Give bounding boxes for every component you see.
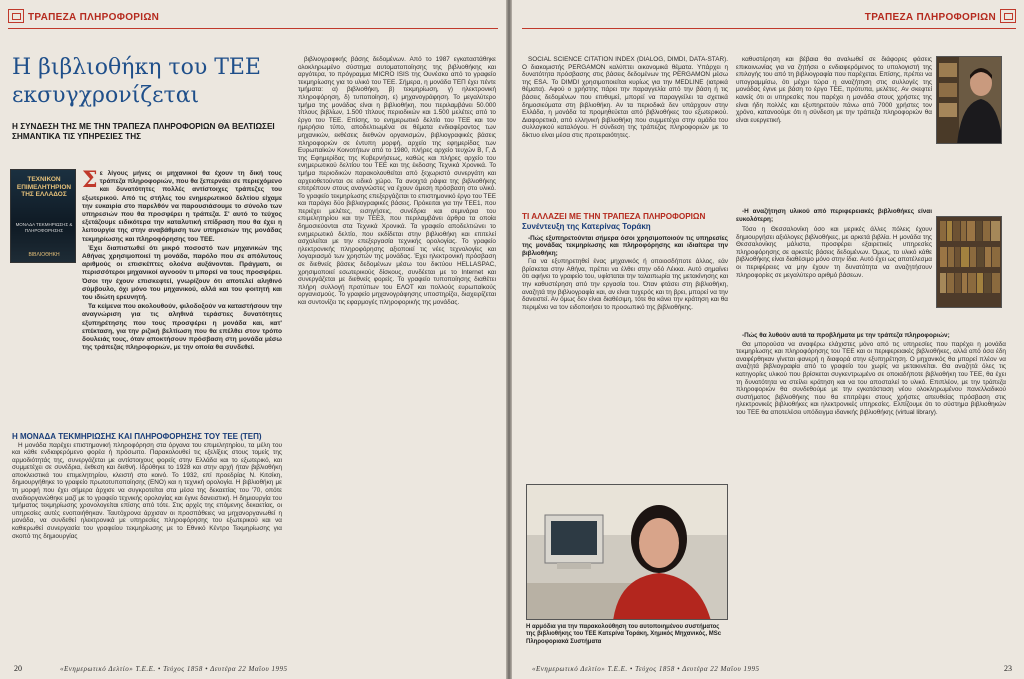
section-1-text: Η μονάδα παρέχει επιστημονική πληροφόρηση στα όργανα του επιμελητηρίου, τα μέλη του και κάθε ενδιαφερόμενο φορέα ή πρόσωπο. Παρακολουθεί τις εξελίξεις στους τομείς της αρμοδιότητάς της, συνεργάζεται με αντίστοιχους φορείς στην Ελλάδα και το εξωτερικό, και συμμετέχει σε συνέδρια, έκθεση και διεθνή. Ιδρύθηκε το 1928 και στην αρχή ήταν βιβλιοθήκη αποκλειστικά του επιμελητηρίου, κλειστή στο κοινό. Το 1932, επί προεδρίας Ν. Κιτσίκη, δημιουργήθηκε το γραφείο πρωτοτυποποίησης (ΕΝΟ) και η τεχνική ορολογία. Η βιβλιοθήκη με τη μορφή που έχει σήμερα άρχισε να συγκροτείται στα μέσα της δεκαετίας του '70, οπότε αναδιοργανώθηκε μαζί με το γραφείο τεχνικής ορολογίας και έγινε δανειστική. Η δημιουργία του τμήματος τεκμηρίωσης χρονολογείται επίσης από τότε. Στις αρχές της επόμενης δεκαετίας, οι υπηρεσίες αυτές ενοποιήθηκαν. Ταυτόχρονα άρχισαν οι προσπάθειες να μηχανοργανωθεί η μονάδα, να συνδεθεί ηλεκτρονικά με υπηρεσίες πληροφόρησης του εξωτερικού και να καθιερωθεί συνεργασία του γραφείου τεκμηρίωσης με το Εθνικό Κέντρο Τεκμηρίωσης για σκοπό της δημιουργίας <box>12 441 282 540</box>
intro-paragraph-3: Τα κείμενα που ακολουθούν, φιλοδοξούν να καταστήσουν την αναγνώριση για τις αληθινά τεράστιες δυνατότητες εξυπηρέτησης που τους προσφέρει η μονάδα και, κατ' επέκταση, για την ριζική βελτίωση που θα επέλθει στον τρόπο δουλειάς τους, όταν αποκτήσουν πρόσβαση στη μονάδα μέσω της τράπεζας πληροφοριών, με την οποία θα συνδεθεί. <box>82 303 282 352</box>
article-subtitle: Η ΣΥΝΔΕΣΗ ΤΗΣ ΜΕ ΤΗΝ ΤΡΑΠΕΖΑ ΠΛΗΡΟΦΟΡΙΩΝ ΘΑ ΒΕΛΤΙΩΣΕΙ ΣΗΜΑΝΤΙΚΑ ΤΙΣ ΥΠΗΡΕΣΙΕΣ ΤΗΣ <box>12 122 275 141</box>
intro-paragraph-1: ε λίγους μήνες οι μηχανικοί θα έχουν τη δική τους τράπεζα πληροφοριών, που θα ξεπερνάει σε περιεχόμενο και δυνατότητες πολλές αντίστοιχες τράπεζες του εξωτερικού. Από τις στήλες του ενημερωτικού δελτίου είχαμε την ευκαιρία στο παρελθόν να παρουσιάσουμε το σύνολο των υπηρεσιών που θα προσφέρει η τράπεζα. Σ' αυτό το τεύχος εξετάζουμε ειδικότερα την καταλυτική επίδραση που θα έχει η λειτουργία της στην αναβάθμιση των υπηρεσιών της μονάδας τεκμηρίωσης και πληροφόρησης του ΤΕΕ. <box>82 170 282 243</box>
book-cover-title: ΤΕΧΝΙΚΟΝ ΕΠΙΜΕΛΗΤΗΡΙΟΝ ΤΗΣ ΕΛΛΑΔΟΣ <box>16 176 72 198</box>
page-number-right: 23 <box>1004 664 1012 673</box>
section-heading-unit: Η ΜΟΝΑΔΑ ΤΕΚΜΗΡΙΩΣΗΣ ΚΑΙ ΠΛΗΡΟΦΟΡΗΣΗΣ ΤΟΥ ΤΕΕ (ΤΕΠ) <box>12 432 262 441</box>
drop-cap: Σ <box>82 167 98 193</box>
right-column-2-text: καθυστέρηση και βέβαια θα αναλωθεί σε διάφορες φάσεις επικοινωνίας για να ζητήσει ο ενδιαφερόμενος το υπολογιστή της επιλογής του από τη βιβλιογραφία που παρέχεται. Επίσης, πρέπει να υπογραμμίσω, ότι μέχρι τώρα η αναζήτηση στις συλλογές της μονάδας έγινε με βάση το έργο ΤΕΕ, πρότυπα, μελέτες. Αν σκεφτεί κανείς ότι οι υπηρεσίες που παρέχει η μονάδα στους χρήστες της είναι ήδη πολλές και εξυπηρετούν πάνω από 7000 χρήστες τον χρόνο, κατανοούμε ότι η σύνδεση με την τράπεζα πληροφοριών θα είναι ευεργετική. <box>736 56 932 124</box>
page-number-left: 20 <box>14 664 22 673</box>
photo-caption: Η αρμόδια για την παρακολούθηση του αυτοποιημένου συστήματος της βιβλιοθήκης του ΤΕΕ Κατερίνα Τοράκη, Χημικός Μηχανικός, MSc Πληροφοριακά Συστήματα <box>526 624 722 645</box>
interviewee-photo <box>526 484 728 620</box>
question-2-block <box>736 208 932 224</box>
interview-question-3: -Πώς θα λυθούν αυτά τα προβλήματα με την τράπεζα πληροφοριών; <box>742 332 950 339</box>
interview-block <box>522 212 728 480</box>
right-page <box>512 0 1024 679</box>
interview-heading: ΤΙ ΑΛΛΑΖΕΙ ΜΕ ΤΗΝ ΤΡΑΠΕΖΑ ΠΛΗΡΟΦΟΡΙΩΝ <box>522 212 706 221</box>
right-column-2-lower <box>736 332 1006 652</box>
left-page <box>0 0 506 679</box>
intro-text <box>82 167 282 352</box>
right-column-1-text: SOCIAL SCIENCE CITATION INDEX (DIALOG, DIMDI, DATA-STAR). Ο διακομιστής PERGAMON καλύπτει οικονομικά θέματα. Υπάρχει η δυνατότητα πρόσβασης στις βάσεις δεδομένων της PERGAMON μέσω της ESA. Το DIMDI χρησιμοποιείται κυρίως για την MEDLINE (ιατρικά θέματα). Αφού ο χρήστης πάρει την παραγγελία από την βάση ή τις βάσεις δεδομένων που επιθυμεί, μπορεί να παραγγείλει τα σχετικά δημοσιεύματα στη βιβλιοθήκη. Αν τα περιοδικά δεν υπάρχουν στην Ελλάδα, η μονάδα τα προμηθεύεται από βιβλιοθήκες του εξωτερικού. Διαφορετικά, από ελληνική βιβλιοθήκη που συμμετέχει στην ομάδα του συλλογικού καταλόγου. Η σύνδεση της τράπεζας πληροφοριών με το δίκτυο είναι μέσα στις προτεραιότητες. <box>522 56 728 139</box>
section-header-right: ΤΡΑΠΕΖΑ ΠΛΗΡΟΦΟΡΙΩΝ <box>864 12 996 23</box>
interview-answer-1: Για να εξυπηρετηθεί ένας μηχανικός ή οποιοσδήποτε άλλος, εάν βρίσκεται στην Αθήνα, πρέπει να έλθει στην οδό Λέκκα. Αυτό σημαίνει ότι αφήνει το γραφείο του, υφίσταται την ταλαιπωρία της μετακίνησης και την καθυστέρηση από την εργασία του. Όταν φτάσει στη βιβλιοθήκη, αναζητά την βιβλιογραφία και, αν είναι τυχερός και τη βρει, μπορεί να την δανειστεί. Αν όμως δεν είναι διαθέσιμη, τότε θα κάνει την κράτηση και θα περιμένει να τον ειδοποιήσει το προσωπικό της βιβλιοθήκης. <box>522 258 728 311</box>
man-at-bookshelf-photo <box>936 56 1002 144</box>
bank-logo-icon <box>8 9 24 23</box>
interview-answer-2: Τόσο η Θεσσαλονίκη όσο και μερικές άλλες πόλεις έχουν δημιουργήσει αξιόλογες βιβλιοθήκες, με αρκετά βιβλία. Η μονάδα της Θεσσαλονίκης μάλιστα, προσφέρει εξαιρετικές υπηρεσίες πληροφόρησης σε αρκετές βάσεις δεδομένων. Όμως, το υλικό κάθε βιβλιοθήκης είναι διαθέσιμο μόνο στην ίδια. Αυτό έχει ως αποτέλεσμα οι περιφέρειες να μην έχουν τη δυνατότητα να αναζητήσουν πληροφορίες σε μεγαλύτερο αριθμό βάσεων. <box>736 226 932 279</box>
man-bookshelf-illustration <box>937 57 1002 144</box>
left-column-1-lower <box>12 432 282 660</box>
section-header: ΤΡΑΠΕΖΑ ΠΛΗΡΟΦΟΡΙΩΝ <box>28 12 160 23</box>
article-title: Η βιβλιοθήκη του ΤΕΕ εκσυγχρονίζεται <box>12 55 261 108</box>
right-column-2-top <box>736 56 932 206</box>
intro-paragraph-2: Έχει διαπιστωθεί ότι μικρό ποσοστό των μηχανικών της Αθήνας χρησιμοποιεί τη μονάδα, παρόλο που σε απόλυτους αριθμούς οι επισκέπτες ολοένα αυξάνονται. Πράγματι, οι περισσότεροι μηχανικοί αγνοούν τι μπορεί να τους προσφέρει. Όσοι την έχουν επισκεφτεί, γνωρίζουν ότι αποτελεί αληθινό σύμβουλο, όχι μόνο του μηχανικού, αλλά και του φοιτητή και του ιδιώτη ερευνητή. <box>82 244 282 302</box>
interview-question-2: -Η αναζήτηση υλικού από περιφερειακές βιβλιοθήκες είναι ευκολότερη; <box>736 208 932 223</box>
left-column-2-text: βιβλιογραφικής βάσης δεδομένων. Από το 1987 εγκαταστάθηκε ολοκληρωμένο σύστημα αυτοματοποίησης της βιβλιοθήκης και αργότερα, το πρόγραμμα MICRO ISIS της Ουνέσκο από το γραφείο τεκμηρίωσης για το υλικό του ΤΕΕ. Σήμερα, η μονάδα ΤΕΠ έχει πέντε τμήματα: α) βιβλιοθήκη, β) τεκμηρίωση, γ) ηλεκτρονική πληροφόρηση, δ) τυποποίηση, ε) μηχανογράφηση. Το μεγαλύτερο τμήμα της μονάδας είναι η βιβλιοθήκη, που περιλαμβάνει 50.000 τίτλους βιβλίων, 1.500 τίτλους περιοδικών και 1.500 μελέτες από το έργο του ΤΕΕ. Επίσης, το ενημερωτικό δελτίο του ΤΕΕ και τον ημερήσιο τύπο, αποδελτιωμένα σε θέματα ενδιαφέροντος των μηχανικών, εκθέσεις διεθνών οργανισμών, βιβλιογραφικές βάσεις πληροφοριών σε έντυπη μορφή, αρχείο της εφημερίδας των Ευρωπαϊκών Κοινοτήτων από το 1980, πλήρες αρχείο τευχών Β, Γ, Δ της Εφημερίδας της Κυβερνήσεως, καθώς και πλήρες αρχείο του ενημερωτικού δελτίου του ΤΕΕ και της έκδοσης Τεχνικά Χρονικά. Το τμήμα περιοδικών παρακολουθείται από ξεχωριστό συνεργάτη και αρχειοθετούνται σε ειδικό χώρο. Τα ανοιχτά ράφια της βιβλιοθήκης επιτρέπουν στους αναγνώστες να έχουν άμεση πρόσβαση στο υλικό. Το γραφείο τεκμηρίωσης επεξεργάζεται το επιστημονικό έργο του ΤΕΕ και παράγει δύο βιβλιογραφικές βάσεις. Πρόκειται για την ΤΕΕ1, που περιέχει μελέτες, εισηγήσεις, συνέδρια και σεμινάρια του επιμελητηρίου και την ΤΕΕ3, που περιλαμβάνει άρθρα τα οποία δημοσιεύονται στα Τεχνικά Χρονικά. Τα γραφείο αποδελτιώνει το ενημερωτικό δελτίο, που εκδίδεται στην βιβλιοθήκη και επιτελεί ασχολείται με την επεξεργασία τεχνικής ορολογίας. Το γραφείο ηλεκτρονικής πληροφόρησης αξιοποιεί τις νέες τεχνολογίες και λογαριασμό των χρηστών της μονάδας. Έχει ηλεκτρονική πρόσβαση σε διεθνείς βάσεις δεδομένων μέσω του δικτύου HELLASPAC, χρησιμοποιεί εσωτερικούς δίσκους, συνδέεται με το Internet και συνεργάζεται με διεθνείς φορείς. Το γραφείο τυποποίησης διαθέτει πλήρη συλλογή προτύπων του ΕΛΟΤ και πολλούς ευρωπαϊκούς οργανισμούς. Το γραφείο μηχανογράφησης υποστηρίζει, διαχειρίζεται και συντονίζει τις εφαρμογές πληροφορικής της μονάδας. <box>298 56 496 306</box>
book-cover-bottom: ΒΙΒΛΙΟΘΗΚΗ <box>28 252 60 258</box>
book-cover-subtitle: ΜΟΝΑΔΑ ΤΕΚΜΗΡΙΩΣΗΣ & ΠΛΗΡΟΦΟΡΗΣΗΣ <box>15 222 73 233</box>
left-page-header <box>8 8 498 29</box>
bookshelf-photo <box>936 216 1002 308</box>
answer-2-block <box>736 226 932 330</box>
left-page-footer: «Ενημερωτικό Δελτίο» Τ.Ε.Ε. • Τεύχος 1858 • Δευτέρα 22 Μαΐου 1995 <box>60 665 288 673</box>
interview-subheading: Συνέντευξη της Κατερίνας Τοράκη <box>522 221 651 231</box>
library-book-cover-image <box>10 169 76 263</box>
left-column-2 <box>298 56 496 660</box>
bookshelf-illustration <box>937 217 1002 308</box>
bank-logo-icon-right <box>1000 9 1016 23</box>
right-column-1-top <box>522 56 728 208</box>
interview-answer-3: Θα μπορούσα να αναφέρω ελάχιστες μόνο από τις υπηρεσίες που παρέχει η μονάδα τεκμηρίωσης και πληροφόρησης του ΤΕΕ και οι περιφερειακές βιβλιοθήκες, αλλά από όσα έδη αναφέρθηκαν γίνεται φανερή η διαφορά στην εξυπηρέτηση. Ο μηχανικός θα μπορεί πλέον να αναζητά βιβλιογραφία από το γραφείο του χωρίς να μετακινείται. Θα αναζητά όλες τις κατηγορίες υλικού που βρίσκεται συγκεντρωμένο σε οποιαδήποτε βιβλιοθήκη του ΤΕΕ, θα έχει τη δυνατότητα να στείλει κράτηση και να του αποσταλεί το υλικό. Επιπλέον, με την τράπεζα πληροφοριών θα συνδεθούμε με την εγκατάσταση νέου ολοκληρωμένου πανελλαδικού συστήματος βιβλιοθήκης που θα επιτρέψει στους χρήστες απευθείας πρόσβαση στις ηλεκτρονικές βιβλιοθήκες και ηλεκτρονικές υπηρεσίες. Ελπίζουμε ότι το σύστημα βιβλιοθηκών του ΤΕΕ θα αποτελέσει υπόδειγμα ιδανικής βιβλιοθήκης (virtual library). <box>736 340 1006 416</box>
right-page-header <box>522 8 1016 29</box>
interview-question-1: -Πώς εξυπηρετούνται σήμερα όσοι χρησιμοποιούν τις υπηρεσίες της μονάδας τεκμηρίωσης και πληροφόρησης και ιδιαίτερα την βιβλιοθήκη; <box>522 234 728 257</box>
photo-illustration <box>527 485 728 620</box>
right-page-footer: «Ενημερωτικό Δελτίο» Τ.Ε.Ε. • Τεύχος 1858 • Δευτέρα 22 Μαΐου 1995 <box>532 665 760 673</box>
